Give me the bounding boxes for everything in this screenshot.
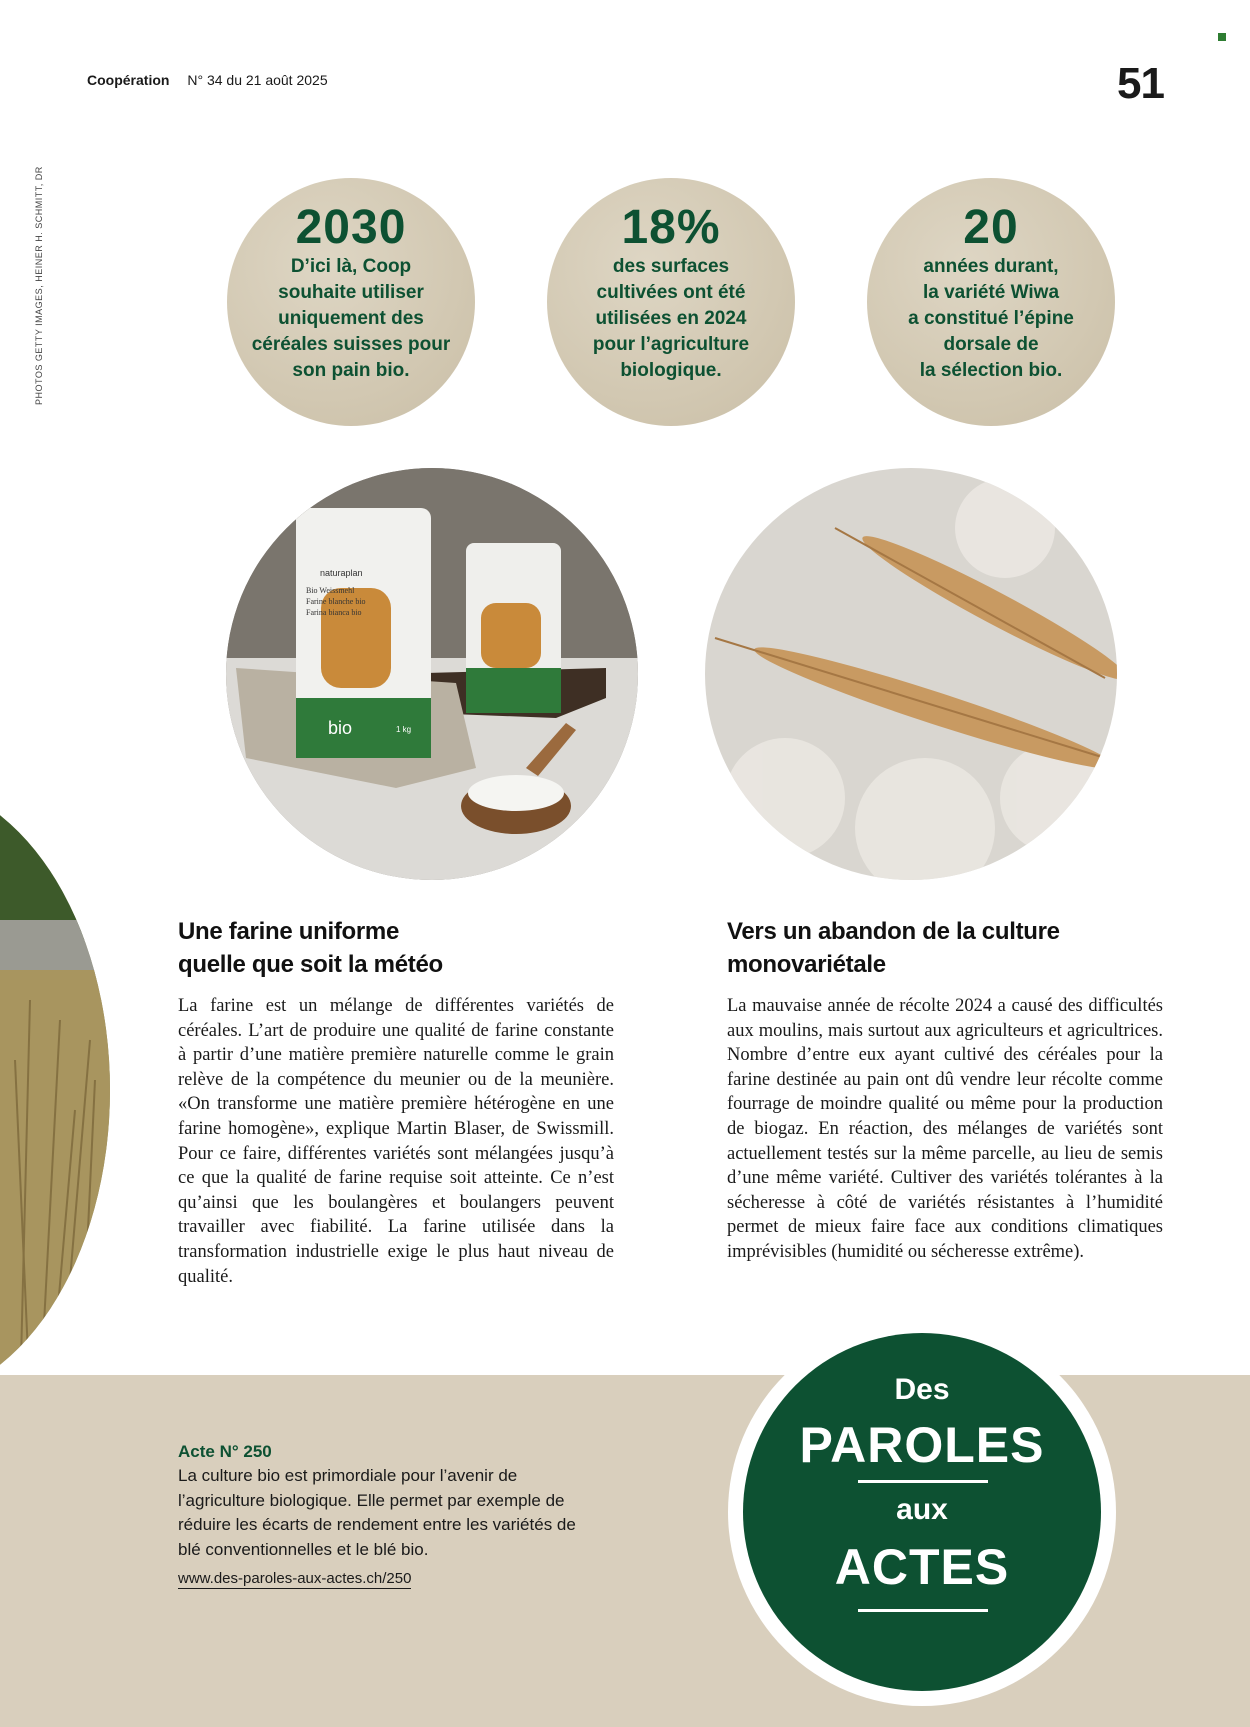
badge-aux: aux <box>896 1493 948 1526</box>
wheat-field-photo <box>0 780 110 1400</box>
stat-text: des surfaces cultivées ont été utilisées en 2024 pour l’agriculture biologique. <box>592 256 750 381</box>
wheat-flour-photo <box>705 468 1117 880</box>
bag-label-1: Bio Weissmehl <box>306 586 355 595</box>
stat-number: 20 <box>963 201 1019 254</box>
badge-actes: ACTES <box>834 1539 1010 1595</box>
stat-circle-20 <box>867 178 1115 426</box>
bag-bio: bio <box>328 718 353 738</box>
article-body: La mauvaise année de récolte 2024 a causé des difficultés aux moulins, mais surtout aux agriculteurs et agricultrices. Nombre d’entre eux ayant cultivé des céréales pour la farine destinée au pain ont dû vendre leur récolte comme fourrage de moindre qualité ou même pour la production de biogaz. En réaction, des mélanges de variétés sont actuellement testés sur la même parcelle, au lieu de semis d’une même variété. Cultiver des variétés tolérantes à la sécheresse à côté de variétés résistantes à l’humidité permet de mieux faire face aux conditions climatiques imprévisibles (humidité ou sécheresse extrême). <box>727 996 1163 1262</box>
article-title: Une farine uniforme quelle que soit la météo <box>178 918 443 978</box>
badge-divider <box>858 1609 988 1612</box>
issue-info: N° 34 du 21 août 2025 <box>187 72 328 88</box>
stat-text: années durant, la variété Wiwa a constitué l’épine dorsale de la sélection bio. <box>908 256 1074 381</box>
act-box <box>178 1442 598 1589</box>
color-marker <box>1218 33 1226 41</box>
article-body: La farine est un mélange de différentes variétés de céréales. L’art de produire une qualité de farine constante à partir d’une matière première naturelle comme le grain relève de la compétence du meunier ou de la meunière. «On transforme une matière première hétérogène en une farine homogène», explique Martin Blaser, de Swissmill. Pour ce faire, différentes variétés sont mélangées jusqu’à ce que la qualité de farine requise soit atteinte. Ce n’est qu’ainsi que les boulangères et boulangers peuvent travailler avec fiabilité. La farine utilisée dans la transformation industrielle exige le plus haut niveau de qualité. <box>178 996 614 1287</box>
bag-label-3: Farina bianca bio <box>306 608 362 617</box>
stat-text: D’ici là, Coop souhaite utiliser uniquement des céréales suisses pour son pain bio. <box>251 256 451 381</box>
article-left <box>178 915 614 1289</box>
stat-number: 2030 <box>295 201 407 254</box>
badge-divider <box>858 1480 988 1483</box>
article-title: Vers un abandon de la culture monovariétale <box>727 918 1060 978</box>
bag-weight: 1 kg <box>396 725 412 734</box>
act-body: La culture bio est primordiale pour l’avenir de l’agriculture biologique. Elle permet par exemple de réduire les écarts de rendement entre les variétés de blé conventionnelles et le blé bio. <box>178 1466 576 1559</box>
badge-paroles: PAROLES <box>799 1417 1045 1473</box>
page-header <box>87 72 328 88</box>
bag-brand: naturaplan <box>320 568 363 578</box>
stat-circle-18-percent <box>547 178 795 426</box>
photo-credit: PHOTOS GETTY IMAGES, HEINER H. SCHMITT, DR <box>34 166 44 405</box>
publication-name: Coopération <box>87 72 170 88</box>
badge-des: Des <box>894 1373 950 1406</box>
paroles-aux-actes-badge <box>743 1333 1101 1691</box>
stat-circle-2030 <box>227 178 475 426</box>
article-right <box>727 915 1163 1265</box>
page-number: 51 <box>1117 59 1164 108</box>
stat-number: 18% <box>621 201 721 254</box>
act-title: Acte N° 250 <box>178 1442 272 1461</box>
act-link[interactable]: www.des-paroles-aux-actes.ch/250 <box>178 1570 412 1587</box>
bag-label-2: Farine blanche bio <box>306 597 366 606</box>
flour-product-photo <box>226 468 638 880</box>
